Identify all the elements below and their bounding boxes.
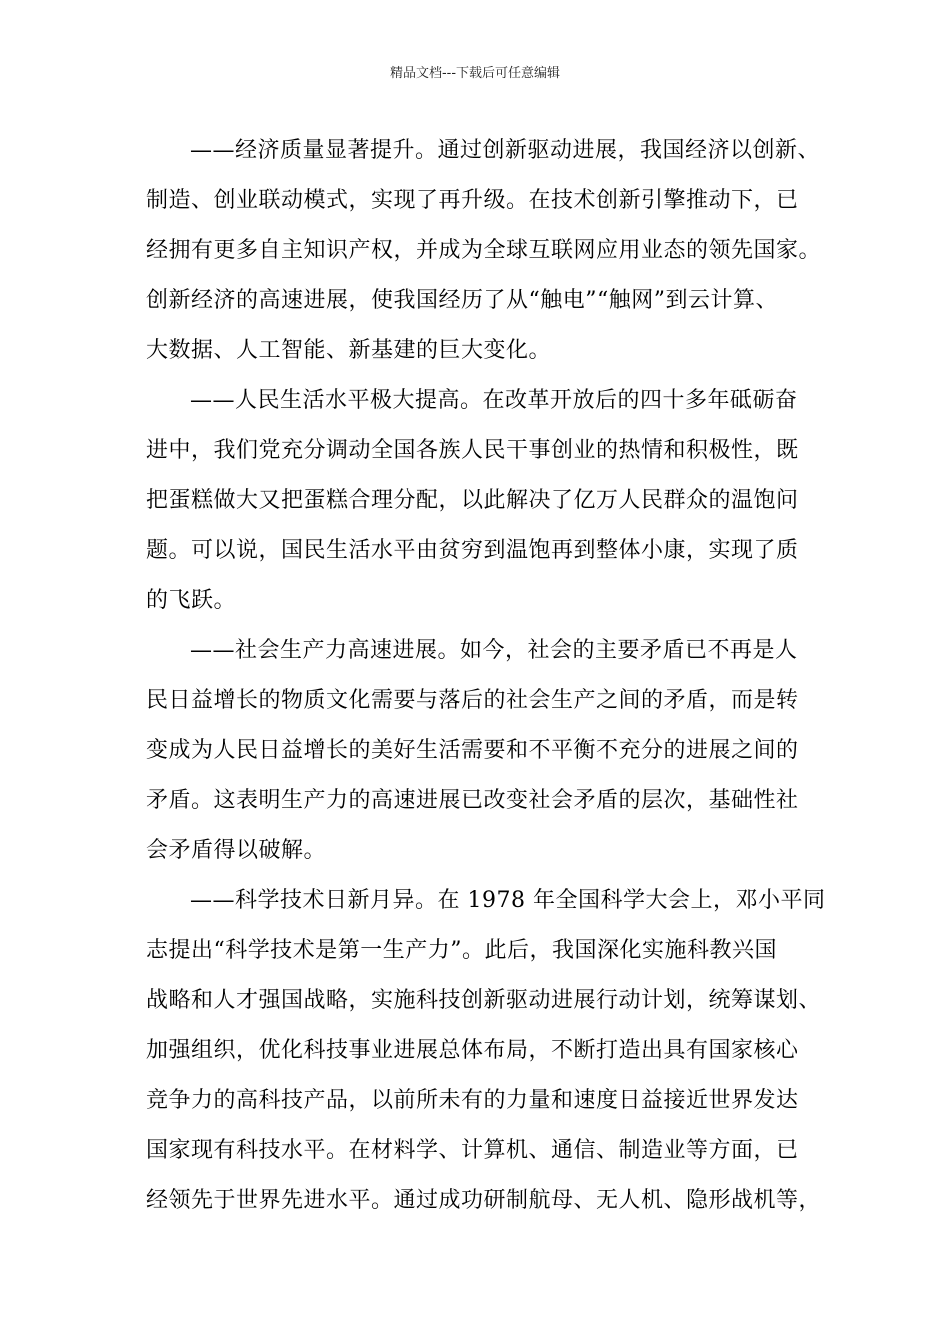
paragraph-productivity	[146, 626, 826, 876]
text-line: 国家现有科技水平。在材料学、计算机、通信、制造业等方面，已	[146, 1138, 799, 1163]
text-line: 经拥有更多自主知识产权，并成为全球互联网应用业态的领先国家。	[146, 238, 822, 263]
document-body	[146, 126, 826, 1226]
text-line: ——科学技术日新月异。在 1978 年全国科学大会上，邓小平同	[190, 888, 826, 913]
text-line: 会矛盾得以破解。	[146, 838, 327, 863]
text-line: 制造、创业联动模式，实现了再升级。在技术创新引擎推动下，已	[146, 188, 799, 213]
text-line: 创新经济的高速进展，使我国经历了从“触电”“触网”到云计算、	[146, 288, 778, 313]
text-line: 矛盾。这表明生产力的高速进展已改变社会矛盾的层次，基础性社	[146, 788, 799, 813]
text-line: ——社会生产力高速进展。如今，社会的主要矛盾已不再是人	[190, 638, 798, 663]
text-line: 题。可以说，国民生活水平由贫穷到温饱再到整体小康，实现了质	[146, 538, 799, 563]
text-line: 把蛋糕做大又把蛋糕合理分配，以此解决了亿万人民群众的温饱问	[146, 488, 799, 513]
paragraph-living-standard	[146, 376, 826, 626]
page-header: 精品文档---下载后可任意编辑	[389, 66, 561, 81]
text-line: 大数据、人工智能、新基建的巨大变化。	[146, 338, 552, 363]
text-line: 民日益增长的物质文化需要与落后的社会生产之间的矛盾，而是转	[146, 688, 799, 713]
text-line: 加强组织，优化科技事业进展总体布局，不断打造出具有国家核心	[146, 1038, 799, 1063]
text-line: 进中，我们党充分调动全国各族人民干事创业的热情和积极性，既	[146, 438, 799, 463]
paragraph-science-technology	[146, 876, 826, 1226]
text-line: 竞争力的高科技产品，以前所未有的力量和速度日益接近世界发达	[146, 1088, 799, 1113]
text-line: ——经济质量显著提升。通过创新驱动进展，我国经济以创新、	[190, 138, 821, 163]
text-line: 的飞跃。	[146, 588, 237, 613]
text-line: 志提出“科学技术是第一生产力”。此后，我国深化实施科教兴国	[146, 938, 777, 963]
text-line: 战略和人才强国战略，实施科技创新驱动进展行动计划，统筹谋划、	[146, 988, 822, 1013]
paragraph-economic-quality	[146, 126, 826, 376]
text-line: 经领先于世界先进水平。通过成功研制航母、无人机、隐形战机等，	[146, 1188, 822, 1213]
text-line: ——人民生活水平极大提高。在改革开放后的四十多年砥砺奋	[190, 388, 798, 413]
text-line: 变成为人民日益增长的美好生活需要和不平衡不充分的进展之间的	[146, 738, 799, 763]
